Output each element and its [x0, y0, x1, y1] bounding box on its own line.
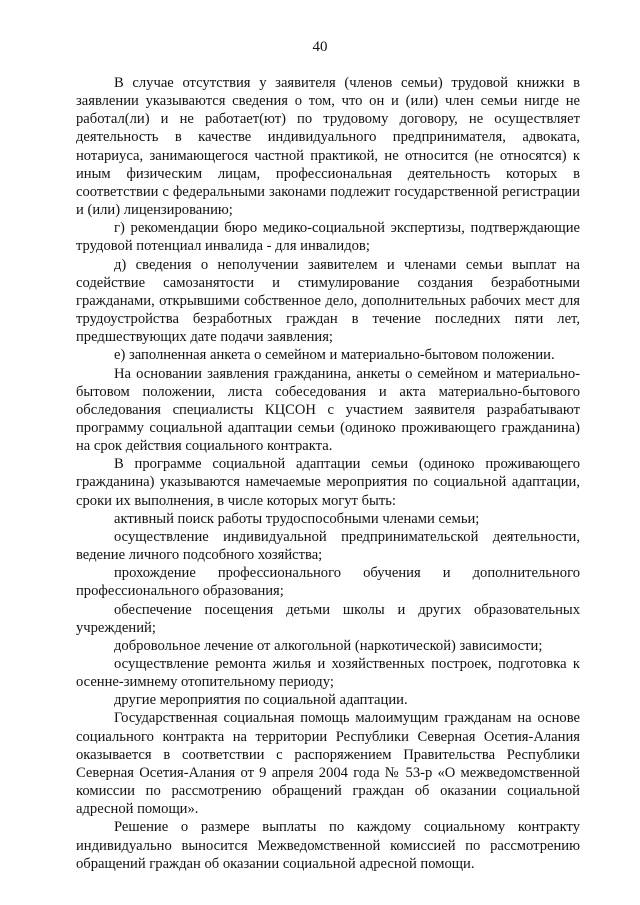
- list-item-other: другие мероприятия по социальной адаптации.: [114, 692, 408, 709]
- list-item-school-attendance: обеспечение посещения детьми школы и других образовательных учреждений;: [76, 601, 580, 636]
- list-item-training: прохождение профессионального обучения и дополнительного профессионального образования;: [76, 565, 580, 600]
- page-number: 40: [312, 39, 328, 55]
- list-item-treatment: добровольное лечение от алкогольной (наркотической) зависимости;: [114, 637, 543, 654]
- paragraph-payment-decision: Решение о размере выплаты по каждому социальному контракту индивидуально выносится Межведомственной комиссией по рассмотрению обращений граждан об оказании социальной адресной помощи.: [76, 819, 580, 872]
- list-item-entrepreneurship: осуществление индивидуальной предпринимательской деятельности, ведение личного подсобного хозяйства;: [76, 528, 580, 564]
- list-item-repair: осуществление ремонта жилья и хозяйственных построек, подготовка к осенне-зимнему отопительному периоду;: [76, 656, 580, 691]
- body-text: [76, 74, 580, 873]
- paragraph-program-basis: На основании заявления гражданина, анкеты о семейном и материально-бытовом положении, листа собеседования и акта материально-бытового обследования специалисты КЦСОН с участием заявителя разрабатывают программу социальной адаптации семьи (одиноко проживающего гражданина) на срок действия социального контракта.: [76, 365, 580, 455]
- paragraph-state-assistance: Государственная социальная помощь малоимущим гражданам на основе социального контракта на территории Республики Северная Осетия-Алания оказывается в соответствии с распоряжением Правительства Республики Северная Осетия-Алания от 9 апреля 2004 года № 53-р «О межведомственной комиссии по рассмотрению обращений граждан об оказании социальной адресной помощи».: [76, 710, 580, 818]
- paragraph-item-e: е) заполненная анкета о семейном и материально-бытовом положении.: [114, 347, 555, 364]
- paragraph-no-workbook: В случае отсутствия у заявителя (членов семьи) трудовой книжки в заявлении указываются сведения о том, что он и (или) член семьи нигде не работал(ли) и не работает(ют) по трудовому договору, не осуществляет деятельность в качестве индивидуального предпринимателя, адвоката, нотариуса, занимающегося частной практикой, не относится (не относятся) к иным физическим лицам, профессиональная деятельность которых в соответствии с федеральными законами подлежит государственной регистрации и (или) лицензированию;: [76, 75, 580, 219]
- paragraph-item-d: д) сведения о неполучении заявителем и членами семьи выплат на содействие самозанятости и стимулирование создания безработными гражданами, открывшими собственное дело, дополнительных рабочих мест для трудоустройства безработных граждан в течение последних пяти лет, предшествующих дате подачи заявления;: [76, 256, 580, 346]
- paragraph-program-contents: В программе социальной адаптации семьи (одиноко проживающего гражданина) указываются намечаемые мероприятия по социальной адаптации, сроки их выполнения, в числе которых могут быть:: [76, 456, 580, 509]
- paragraph-item-g: г) рекомендации бюро медико-социальной экспертизы, подтверждающие трудовой потенциал инвалида - для инвалидов;: [76, 220, 580, 255]
- list-item-job-search: активный поиск работы трудоспособными членами семьи;: [114, 510, 480, 527]
